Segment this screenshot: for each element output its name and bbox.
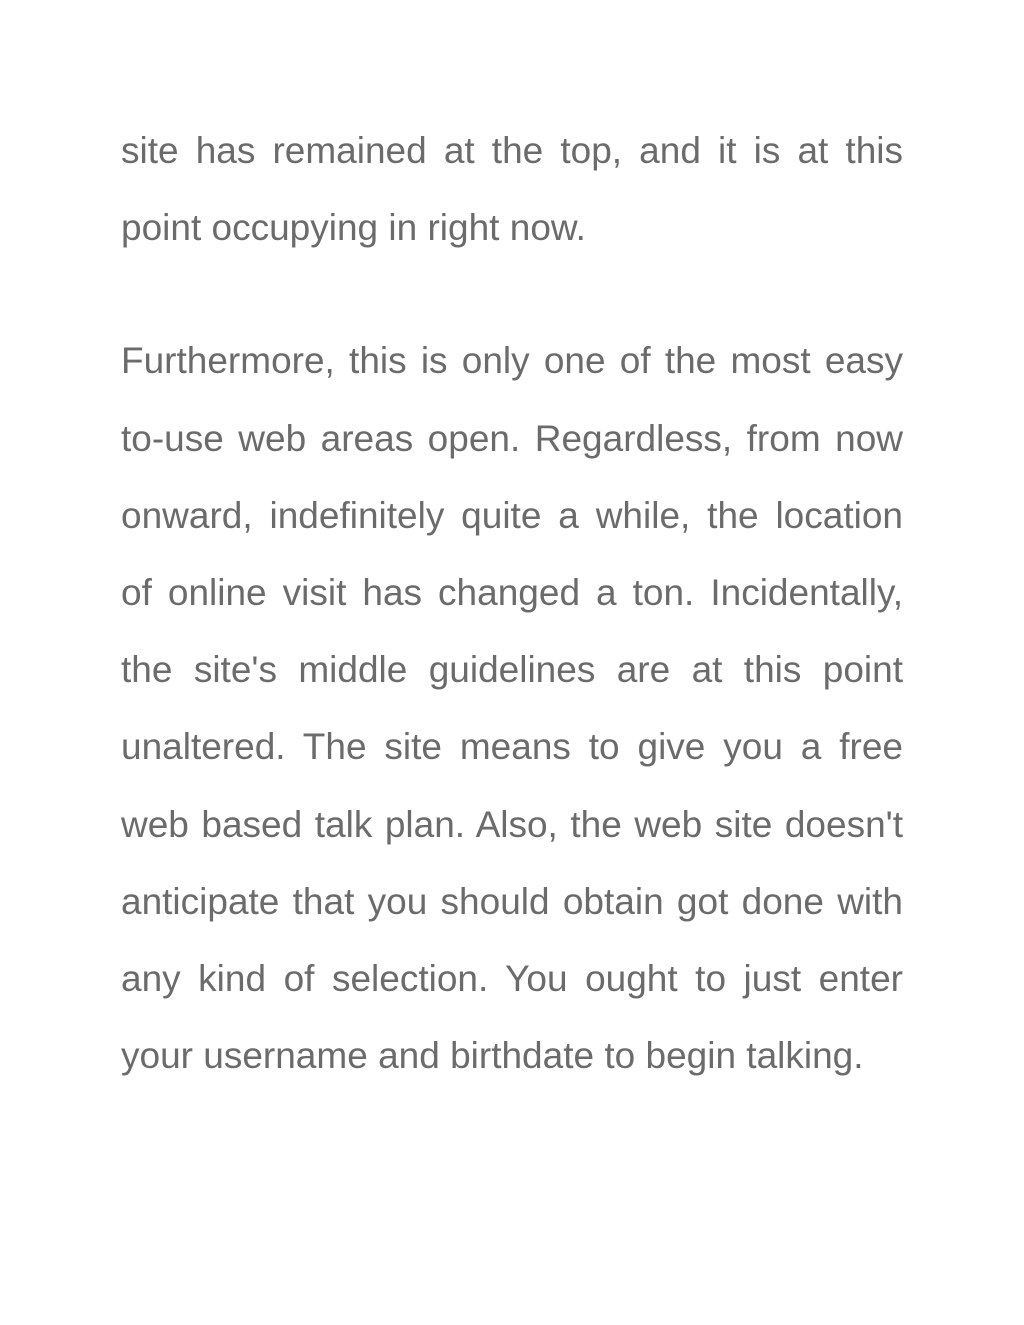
document-page [121, 112, 903, 1094]
paragraph-1: site has remained at the top, and it is at this point occupying in right now. [121, 130, 903, 249]
paragraph-2: Furthermore, this is only one of the most easy to-use web areas open. Regardless, from now onward, indefinitely quite a while, the location of online visit has changed a ton. Incidentally, the site's middle guidelines are at this point unaltered. The site means to give you a free web based talk plan. Also, the web site doesn't anticipate that you should obtain got done with any kind of selection. You ought to just enter your username and birthdate to begin talking. [121, 340, 903, 1077]
